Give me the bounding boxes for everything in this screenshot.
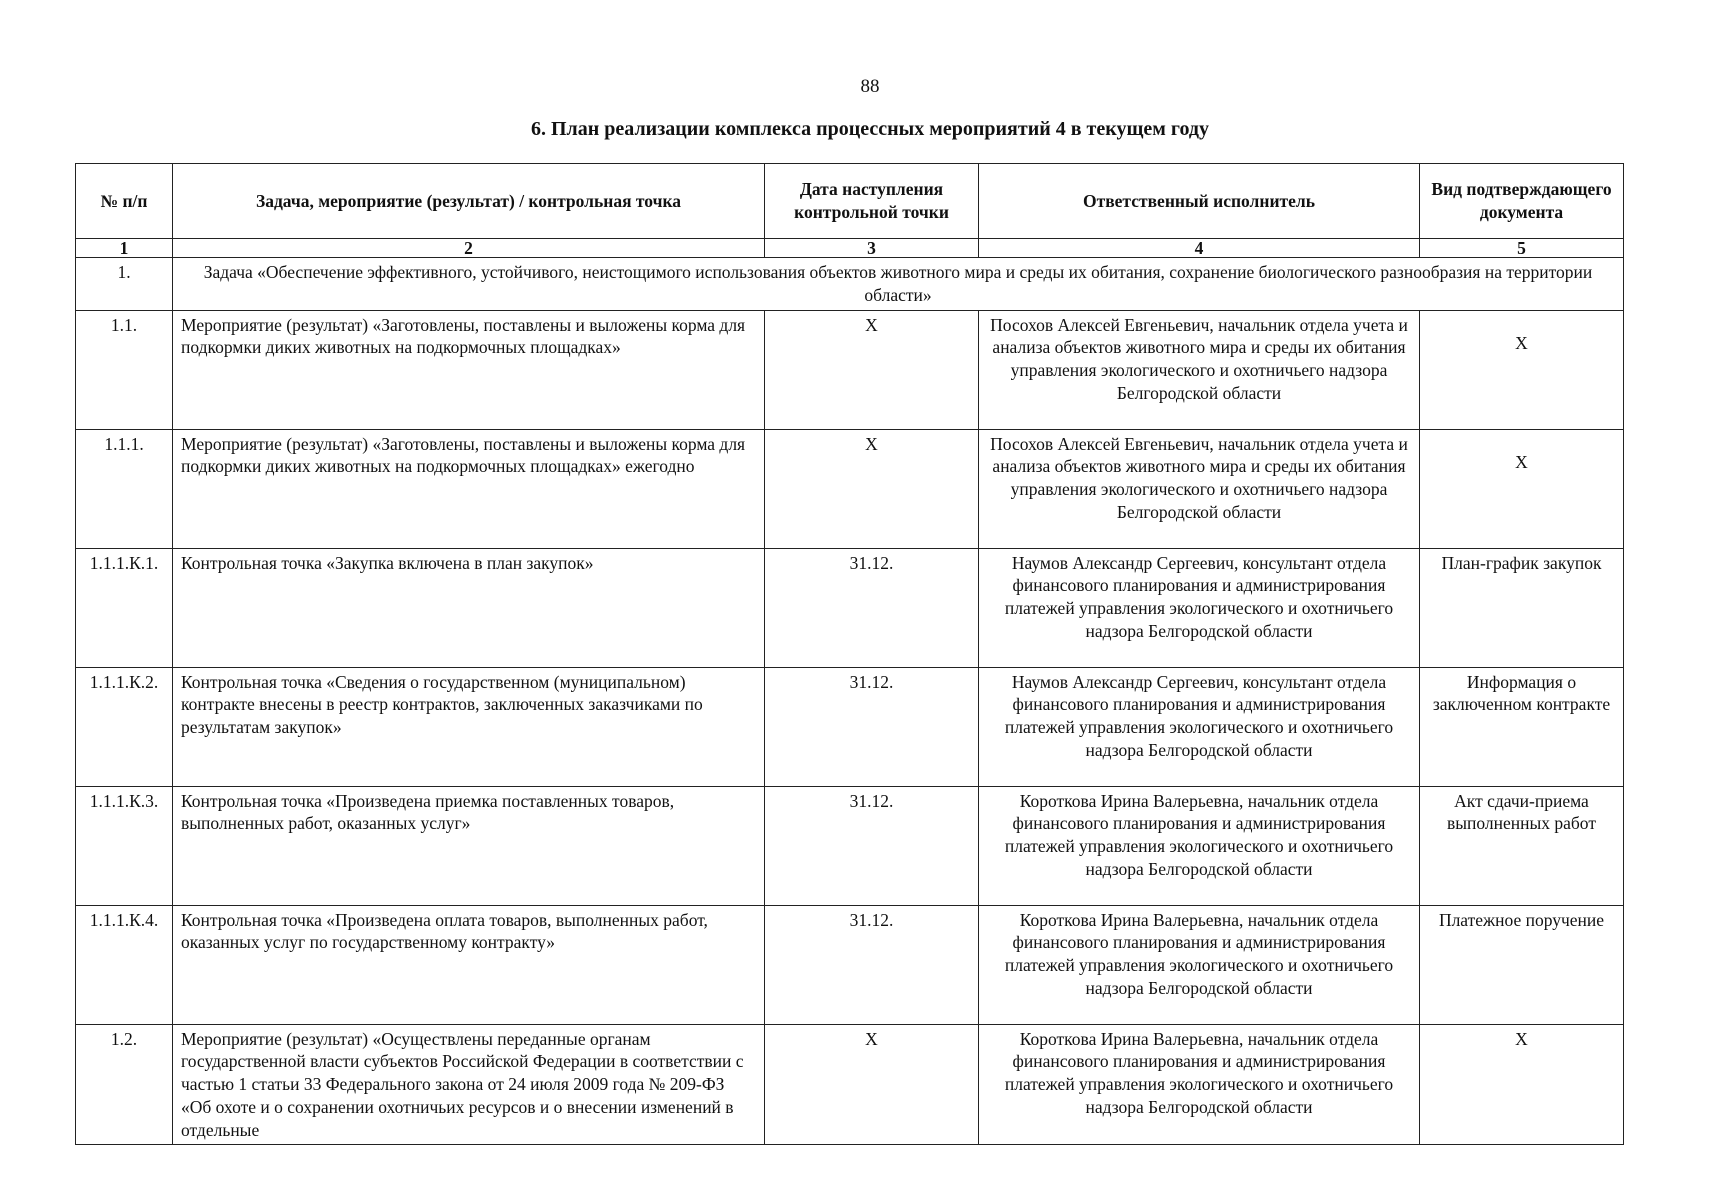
row-task: Мероприятие (результат) «Осуществлены переданные органам государственной власти субъектов Российской Федерации в соответствии с частью 1 статьи 33 Федерального закона от 24 июля 2009 года № 209-ФЗ «Об охоте и о сохранении охотничьих ресурсов и о внесении изменений в отдельные — [173, 1024, 765, 1145]
row-date: 31.12. — [765, 786, 979, 905]
row-task: Контрольная точка «Закупка включена в план закупок» — [173, 548, 765, 667]
row-task: Мероприятие (результат) «Заготовлены, поставлены и выложены корма для подкормки диких животных на подкормочных площадках» — [173, 310, 765, 429]
row-date: Х — [765, 310, 979, 429]
row-num: 1.1.1.К.1. — [76, 548, 173, 667]
row-doc: Х — [1515, 1028, 1528, 1049]
task-num: 1. — [76, 258, 173, 311]
row-date: 31.12. — [765, 548, 979, 667]
column-number: 4 — [979, 239, 1420, 258]
column-number: 2 — [173, 239, 765, 258]
row-doc: Х — [1515, 451, 1528, 472]
column-number: 5 — [1420, 239, 1624, 258]
row-date: Х — [765, 429, 979, 548]
table-row — [76, 429, 1624, 548]
row-doc: План-график закупок — [1420, 548, 1624, 667]
row-num: 1.1. — [76, 310, 173, 429]
plan-table — [75, 163, 1624, 1145]
header-num: № п/п — [76, 164, 173, 239]
row-doc: Акт сдачи-приема выполненных работ — [1420, 786, 1624, 905]
table-row — [76, 905, 1624, 1024]
table-row — [76, 310, 1624, 429]
row-num: 1.1.1.К.4. — [76, 905, 173, 1024]
row-num: 1.2. — [76, 1024, 173, 1145]
row-num: 1.1.1.К.3. — [76, 786, 173, 905]
header-doc: Вид подтверждающего документа — [1420, 164, 1624, 239]
row-executor: Короткова Ирина Валерьевна, начальник отдела финансового планирования и администрирования платежей управления экологического и охотничьего надзора Белгородской области — [979, 786, 1420, 905]
row-task: Контрольная точка «Сведения о государственном (муниципальном) контракте внесены в реестр контрактов, заключенных заказчиками по результатам закупок» — [173, 667, 765, 786]
row-doc: Платежное поручение — [1420, 905, 1624, 1024]
column-number: 3 — [765, 239, 979, 258]
row-doc: Х — [1515, 332, 1528, 353]
row-date: Х — [765, 1024, 979, 1145]
row-num: 1.1.1. — [76, 429, 173, 548]
column-number: 1 — [76, 239, 173, 258]
row-task: Контрольная точка «Произведена оплата товаров, выполненных работ, оказанных услуг по государственному контракту» — [173, 905, 765, 1024]
table-row — [76, 786, 1624, 905]
header-executor: Ответственный исполнитель — [979, 164, 1420, 239]
row-num: 1.1.1.К.2. — [76, 667, 173, 786]
table-row — [76, 548, 1624, 667]
row-executor: Короткова Ирина Валерьевна, начальник отдела финансового планирования и администрирования платежей управления экологического и охотничьего надзора Белгородской области — [979, 905, 1420, 1024]
task-row — [76, 258, 1624, 311]
table-row — [76, 667, 1624, 786]
row-date: 31.12. — [765, 905, 979, 1024]
header-task: Задача, мероприятие (результат) / контрольная точка — [173, 164, 765, 239]
row-executor: Наумов Александр Сергеевич, консультант отдела финансового планирования и администрирования платежей управления экологического и охотничьего надзора Белгородской области — [979, 667, 1420, 786]
task-text: Задача «Обеспечение эффективного, устойчивого, неистощимого использования объектов животного мира и среды их обитания, сохранение биологического разнообразия на территории области» — [173, 258, 1624, 311]
row-executor: Посохов Алексей Евгеньевич, начальник отдела учета и анализа объектов животного мира и среды их обитания управления экологического и охотничьего надзора Белгородской области — [979, 429, 1420, 548]
table-header-row — [76, 164, 1624, 239]
row-executor: Посохов Алексей Евгеньевич, начальник отдела учета и анализа объектов животного мира и среды их обитания управления экологического и охотничьего надзора Белгородской области — [979, 310, 1420, 429]
row-executor: Короткова Ирина Валерьевна, начальник отдела финансового планирования и администрирования платежей управления экологического и охотничьего надзора Белгородской области — [979, 1024, 1420, 1145]
row-date: 31.12. — [765, 667, 979, 786]
row-executor: Наумов Александр Сергеевич, консультант отдела финансового планирования и администрирования платежей управления экологического и охотничьего надзора Белгородской области — [979, 548, 1420, 667]
page-number: 88 — [860, 76, 880, 97]
header-date: Дата наступления контрольной точки — [765, 164, 979, 239]
column-number-row — [76, 239, 1624, 258]
row-doc: Информация о заключенном контракте — [1420, 667, 1624, 786]
table-row — [76, 1024, 1624, 1145]
row-task: Контрольная точка «Произведена приемка поставленных товаров, выполненных работ, оказанных услуг» — [173, 786, 765, 905]
row-task: Мероприятие (результат) «Заготовлены, поставлены и выложены корма для подкормки диких животных на подкормочных площадках» ежегодно — [173, 429, 765, 548]
page-title: 6. План реализации комплекса процессных мероприятий 4 в текущем году — [530, 118, 1210, 140]
